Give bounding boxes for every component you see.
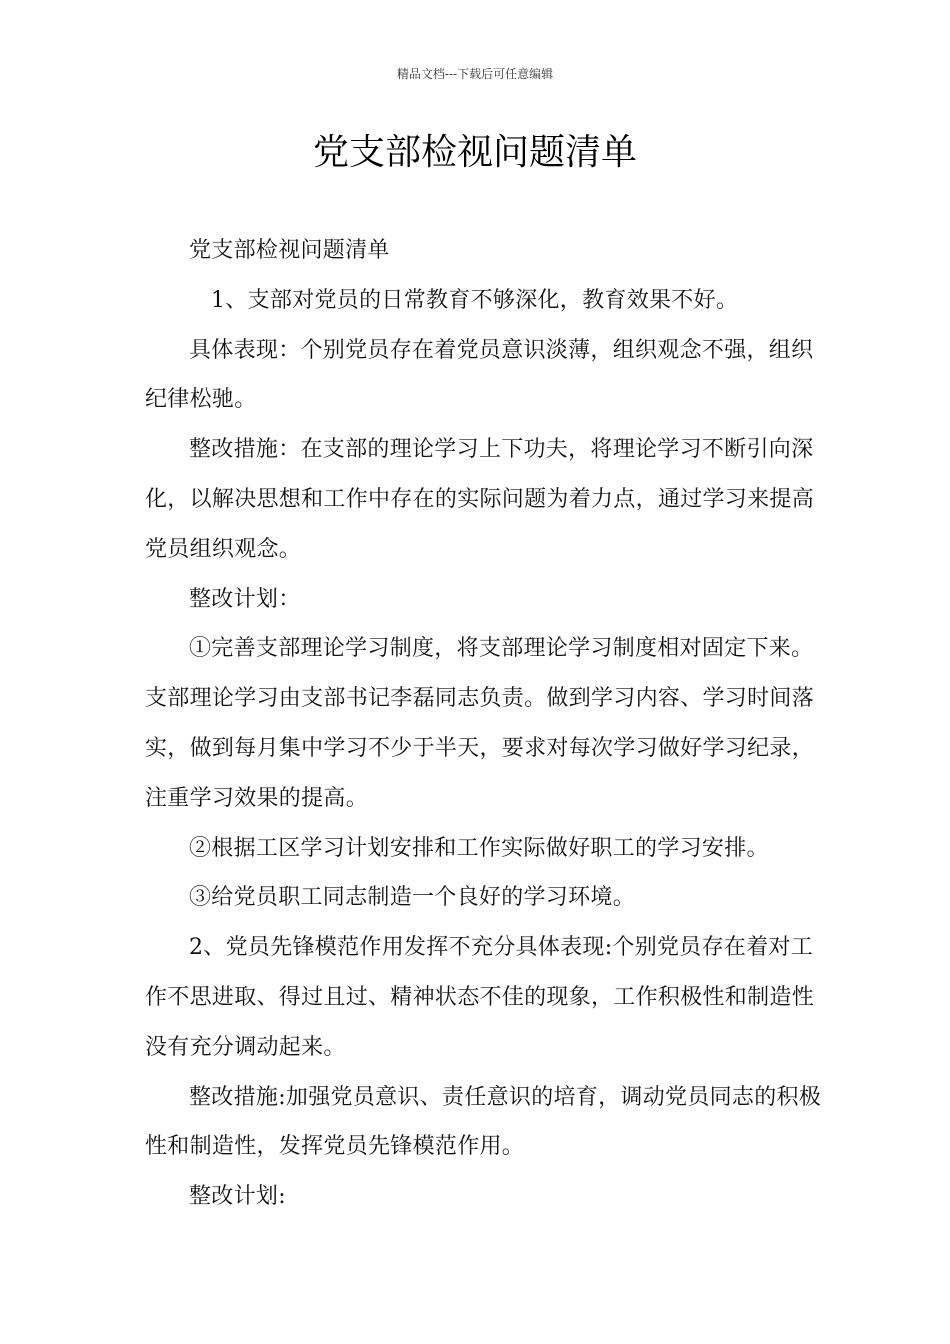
header-note: 精品文档---下载后可任意编辑 bbox=[396, 67, 554, 81]
paragraph-subtitle: 党支部检视问题清单 bbox=[189, 238, 390, 263]
paragraph-plan-heading-2: 整改计划: bbox=[189, 1184, 286, 1210]
paragraph-manifestation-1: 具体表现：个别党员存在着党员意识淡薄，组织观念不强，组织纪律松驰。 bbox=[145, 337, 814, 413]
paragraph-measures-1: 整改措施：在支部的理论学习上下功夫，将理论学习不断引向深化，以解决思想和工作中存在的实际问题为着力点，通过学习来提高党员组织观念。 bbox=[145, 437, 815, 562]
paragraph-plan-item-1: ①完善支部理论学习制度，将支部理论学习制度相对固定下来。支部理论学习由支部书记李磊同志负责。做到学习内容、学习时间落实，做到每月集中学习不少于半天，要求对每次学习做好学习纪录，注重学习效果的提高。 bbox=[145, 636, 815, 811]
paragraph-plan-item-2: ②根据工区学习计划安排和工作实际做好职工的学习安排。 bbox=[189, 835, 769, 861]
page-title: 党支部检视问题清单 bbox=[312, 132, 637, 173]
paragraph-plan-item-3: ③给党员职工同志制造一个良好的学习环境。 bbox=[189, 885, 636, 911]
paragraph-plan-heading-1: 整改计划： bbox=[189, 586, 301, 612]
paragraph-issue-2: 2、党员先锋模范作用发挥不充分具体表现:个别党员存在着对工作不思进取、得过且过、精神状态不佳的现象，工作积极性和制造性没有充分调动起来。 bbox=[145, 935, 815, 1060]
document-body bbox=[145, 226, 827, 1222]
paragraph-issue-1: 1、支部对党员的日常教育不够深化，教育效果不好。 bbox=[211, 287, 739, 313]
paragraph-measures-2: 整改措施:加强党员意识、责任意识的培育，调动党员同志的积极性和制造性，发挥党员先锋模范作用。 bbox=[145, 1084, 822, 1160]
